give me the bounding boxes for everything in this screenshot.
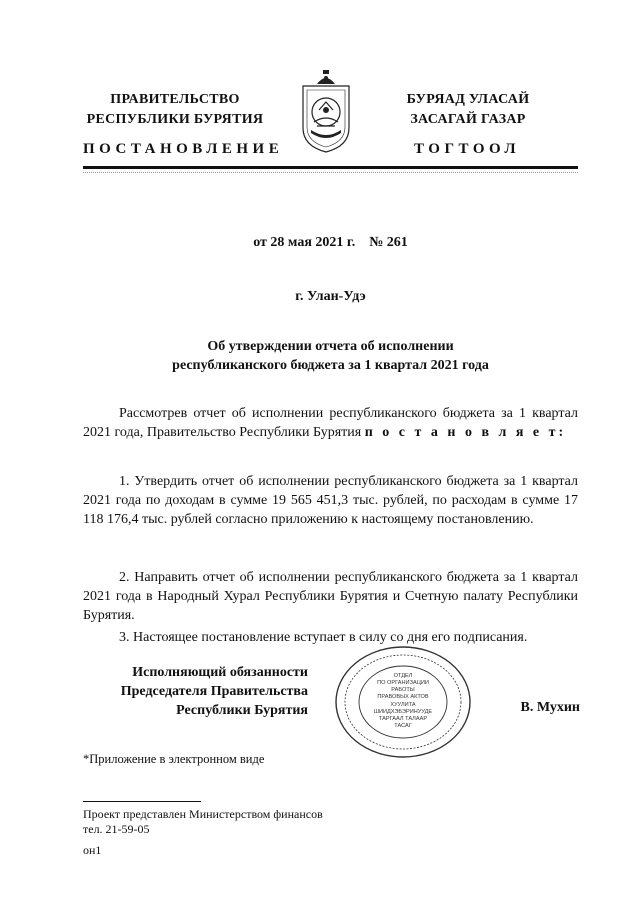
header-right [368, 90, 568, 130]
paragraph-3: 3. Настоящее постановление вступает в силу со дня его подписания. [119, 630, 528, 645]
header-left [60, 90, 290, 130]
city: г. Улан-Удэ [295, 289, 366, 304]
paragraph-1: 1. Утвердить отчет об исполнении республиканского бюджета за 1 квартал 2021 года по доходам в сумме 19 565 451,3 тыс. рублей, по расходам в сумме 17 118 176,4 тыс. рублей согласно приложению к настоящему постановлению. [83, 474, 578, 527]
paragraph-preamble [83, 404, 578, 442]
doc-type-right: ТОГТООЛ [414, 141, 521, 157]
header-divider [83, 166, 578, 169]
doc-type-left: ПОСТАНОВЛЕНИЕ [83, 141, 284, 157]
stamp-line-4: ПРАВОВЫХ АКТОВ [377, 694, 429, 700]
footer-prepared-by: Проект представлен Министерством финансов [83, 807, 323, 821]
preamble-decree-word: п о с т а н о в л я е т: [364, 425, 567, 440]
stamp-line-6: ШИИДХЭБЭРИНУУДЕ [373, 709, 433, 715]
signer-name: В. Мухин [520, 700, 580, 715]
stamp-line-1: ОТДЕЛ [393, 673, 413, 679]
signatory-line2: Председателя Правительства [120, 684, 308, 699]
stamp-line-3: РАБОТЫ [391, 687, 415, 693]
footer-code: он1 [83, 843, 102, 857]
title-line1: Об утверждении отчета об исполнении [207, 339, 454, 354]
signatory-line1: Исполняющий обязанности [132, 665, 308, 680]
header-left-line2: РЕСПУБЛИКИ БУРЯТИЯ [86, 112, 264, 127]
stamp-line-5: ХУУЛИТА [390, 702, 416, 708]
attachment-note: *Приложение в электронном виде [83, 752, 265, 766]
signatory-line3: Республики Бурятия [176, 703, 308, 718]
paragraph-2: 2. Направить отчет об исполнении республиканского бюджета за 1 квартал 2021 года в Народный Хурал Республики Бурятия и Счетную палату Республики Бурятия. [83, 570, 578, 623]
header-dotted-divider [83, 172, 578, 179]
document-title [83, 337, 578, 375]
preamble-text: Рассмотрев отчет об исполнении республиканского бюджета за 1 квартал 2021 года, Правительство Республики Бурятия [83, 406, 578, 440]
stamp-line-2: ПО ОРГАНИЗАЦИИ [377, 680, 429, 686]
footnote-divider [83, 801, 201, 802]
stamp-line-7: ТАРГААЛ ТАЛААР [378, 716, 428, 722]
header-right-line1: БУРЯАД УЛАСАЙ [406, 92, 530, 107]
footer-phone: тел. 21-59-05 [83, 822, 150, 836]
official-stamp-icon [333, 644, 473, 760]
title-line2: республиканского бюджета за 1 квартал 2021 года [172, 358, 489, 373]
header-right-line2: ЗАСАГАЙ ГАЗАР [410, 112, 526, 127]
coat-of-arms-icon [295, 66, 357, 156]
date-number: от 28 мая 2021 г. № 261 [253, 235, 408, 250]
stamp-line-8: ТАСАГ [394, 723, 412, 729]
signatory-title [83, 663, 308, 720]
header-left-line1: ПРАВИТЕЛЬСТВО [110, 92, 240, 107]
